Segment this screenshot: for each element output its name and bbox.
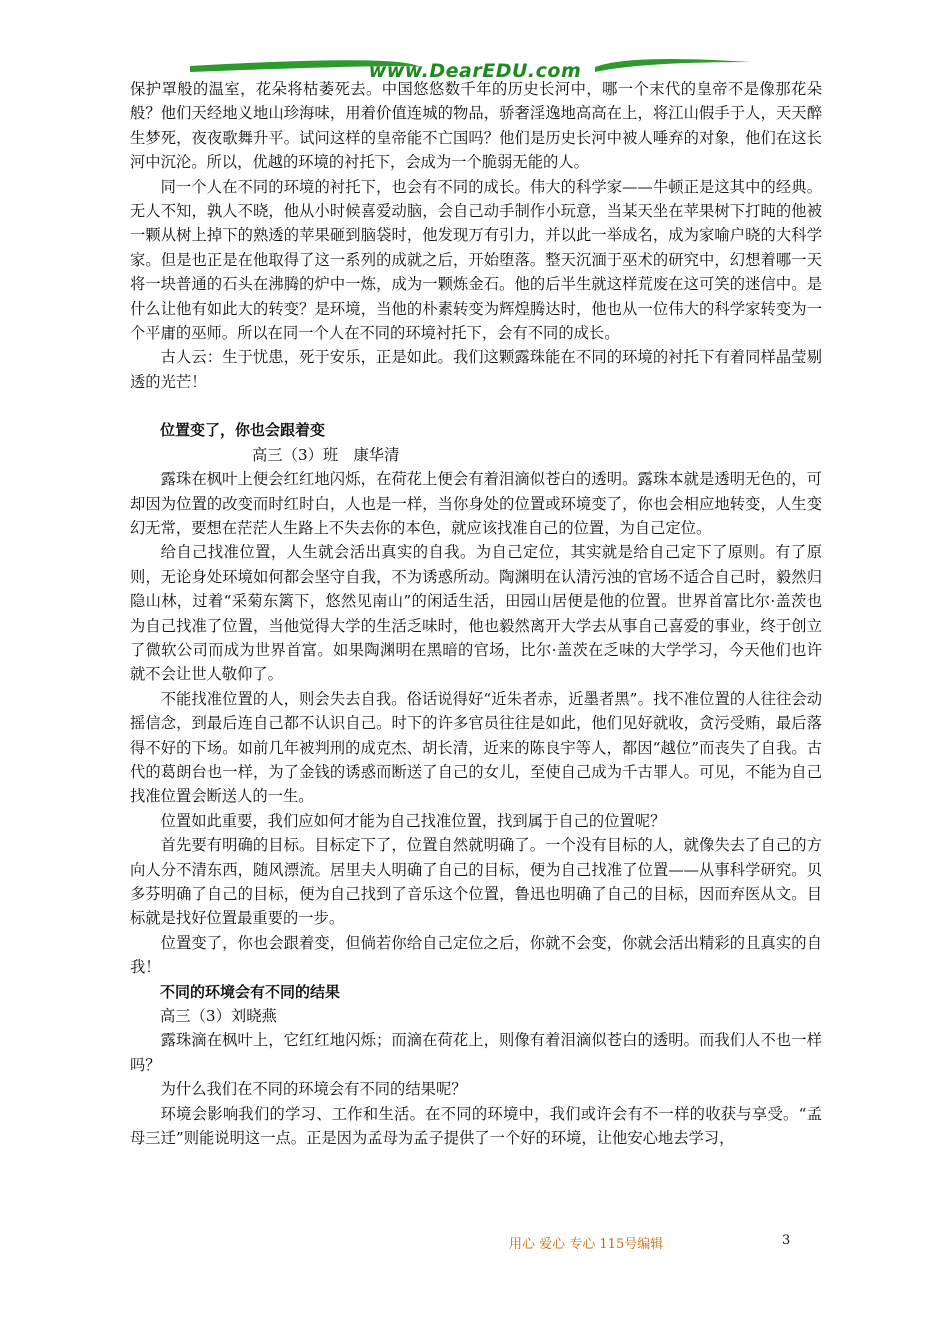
paragraph: 露珠在枫叶上便会红红地闪烁，在荷花上便会有着泪滴似苍白的透明。露珠本就是透明无色的，可却因为位置的改变而时红时白，人也是一样，当你身处的位置或环境变了，你也会相应地转变，人生变幻无常，要想在茫茫人生路上不失去你的本色，就应该找准自己的位置，为自己定位。: [130, 470, 822, 537]
essay-title: 不同的环境会有不同的结果: [160, 982, 341, 1001]
page-number: 3: [782, 1233, 791, 1248]
paragraph: 同一个人在不同的环境的衬托下，也会有不同的成长。伟大的科学家——牛顿正是这其中的经典。无人不知，孰人不晓，他从小时候喜爱动脑，会自己动手制作小玩意，当某天坐在苹果树下打盹的他被一颗从树上掉下的熟透的苹果砸到脑袋时，他发现万有引力，并以此一举成名，成为家喻户晓的大科学家。但是也正是在他取得了这一系列的成就之后，开始堕落。整天沉湎于巫术的研究中，幻想着哪一天将一块普通的石头在沸腾的炉中一炼，成为一颗炼金石。他的后半生就这样荒废在这可笑的迷信中。是什么让他有如此大的转变？是环境，当他的朴素转变为辉煌腾达时，他也从一位伟大的科学家转变为一个平庸的巫师。所以在同一个人在不同的环境衬托下，会有不同的成长。: [130, 177, 822, 343]
paragraph: 给自己找准位置，人生就会活出真实的自我。为自己定位，其实就是给自己定下了原则。有了原则，无论身处环境如何都会坚守自我，不为诱惑所动。陶渊明在认清污浊的官场不适合自己时，毅然归隐山林，过着“采菊东篱下，悠然见南山”的闲适生活，田园山居便是他的位置。世界首富比尔·盖茨也为自己找准了位置，当他觉得大学的生活乏味时，他也毅然离开大学去从事自己喜爱的事业，终于创立了微软公司而成为世界首富。如果陶渊明在黑暗的官场，比尔·盖茨在乏味的大学学习，今天他们也许就不会让世人敬仰了。: [130, 543, 822, 684]
paragraph: 位置变了，你也会跟着变，但倘若你给自己定位之后，你就不会变，你就会活出精彩的且真实的自我！: [130, 933, 822, 977]
spacer: [130, 394, 822, 418]
essay-author: 高三（3）刘晓燕: [160, 1007, 277, 1026]
paragraph: 环境会影响我们的学习、工作和生活。在不同的环境中，我们或许会有不一样的收获与享受。“孟母三迁”则能说明这一点。正是因为孟母为孟子提供了一个好的环境，让他安心地去学习，: [130, 1104, 822, 1148]
essay-author: 高三（3）班 康华清: [252, 445, 400, 464]
essay-title: 位置变了，你也会跟着变: [160, 421, 326, 440]
paragraph: 首先要有明确的目标。目标定下了，位置自然就明确了。一个没有目标的人，就像失去了自己的方向人分不清东西，随风漂流。居里夫人明确了自己的目标，便为自己找准了位置——从事科学研究。贝多芬明确了自己的目标，便为自己找到了音乐这个位置，鲁迅也明确了自己的目标，因而弃医从文。目标就是找好位置最重要的一步。: [130, 836, 822, 928]
page-content: [130, 77, 822, 1150]
paragraph: 露珠滴在枫叶上，它红红地闪烁；而滴在荷花上，则像有着泪滴似苍白的透明。而我们人不也一样吗？: [130, 1031, 822, 1074]
paragraph: 不能找准位置的人，则会失去自我。俗话说得好“近朱者赤，近墨者黑”。找不准位置的人往往会动摇信念，到最后连自己都不认识自己。时下的许多官员往往是如此，他们见好就收，贪污受贿，最后落得不好的下场。如前几年被判刑的成克杰、胡长清，近来的陈良宇等人，都因“越位”而丧失了自我。古代的葛朗台也一样，为了金钱的诱惑而断送了自己的女儿，至使自己成为千古罪人。可见，不能为自己找准位置会断送人的一生。: [130, 689, 822, 806]
paragraph: 古人云：生于忧患，死于安乐，正是如此。我们这颗露珠能在不同的环境的衬托下有着同样晶莹剔透的光芒！: [130, 348, 822, 391]
footer-text: 用心 爱心 专心 115号编辑: [509, 1237, 664, 1252]
paragraph: 位置如此重要，我们应如何才能为自己找准位置，找到属于自己的位置呢？: [160, 811, 666, 830]
paragraph: 保护罩般的温室，花朵将枯萎死去。中国悠悠数千年的历史长河中，哪一个末代的皇帝不是像那花朵般？他们天经地义地山珍海味，用着价值连城的物品，骄奢淫逸地高高在上，将江山假手于人，天天醉生梦死，夜夜歌舞升平。试问这样的皇帝能不亡国吗？他们是历史长河中被人唾弃的对象，他们在这长河中沉沦。所以，优越的环境的衬托下，会成为一个脆弱无能的人。: [130, 80, 822, 172]
site-logo-text[interactable]: www.DearEDU.com: [368, 60, 582, 82]
paragraph: 为什么我们在不同的环境会有不同的结果呢？: [160, 1080, 467, 1099]
